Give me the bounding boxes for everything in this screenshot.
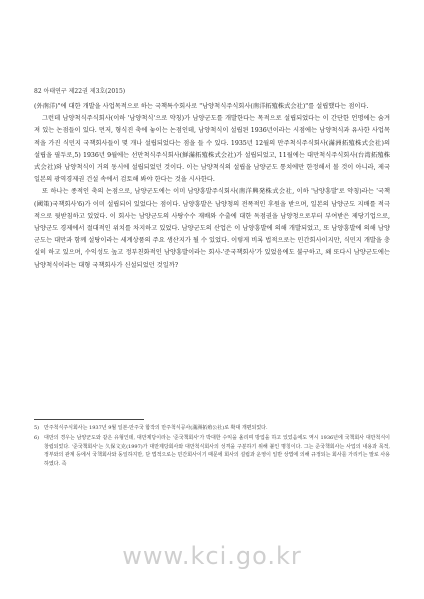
footnote-text: 대만의 경우는 남양군도와 같은 유형인데, 대만제당이라는 '준국책회사'가 박대한 수익을 올리며 방업을 하고 있었음에도 역시 1936년에 국책회사 대만척식이 창립되었다. '준국책회사'는 久保文克(1997)가 대만제당회사와 대만척식회사의 성격을 구분하기 위해 붙인 명칭이다. 그는 준국책회사는 사업의 내용과 목적, 정부와의 관계 등에서 국책회사와 동일하지만, 단 법적으로는 민간회사이기 때문에 회사의 설립과 운영이 일반 상법에 의해 규정되는 회사를 가리키는 말로 사용하였다. 즉 bbox=[44, 435, 390, 467]
footnote-divider bbox=[34, 419, 144, 420]
footnotes bbox=[34, 424, 390, 470]
footnote-5 bbox=[34, 424, 390, 432]
paragraph-2: 그런데 남양척식주식회사(이하 '남양척식'으로 약칭)가 남양군도를 개발한다는 목적으로 설립되었다는 이 간단한 언명에는 숨겨져 있는 논점들이 있다. 먼저, 형식진 축에 놓이는 논점인데, 남양척식이 설립된 1936년이라는 시점에는 남양척식과 유사한 사업목적을 가진 식민지 국책회사들이 몇 개나 설립되었다는 점을 들 수 있다. 1935년 12월의 만주척식주식회사(滿洲拓殖株式会社)의 설립을 필두로,5) 1936년 9월에는 선만척식주식회사(鮮滿拓殖株式会社)가 설립되었고, 11월에는 대만척식주식회사(台湾拓殖株式会社)와 남양척식이 거의 동시에 설립되었던 것이다. 이는 남양척식의 설립을 남양군도 통치에만 한정해서 볼 것이 아니라, 제국일본의 광역경제권 건설 속에서 검토해 봐야 한다는 것을 시사한다. bbox=[34, 115, 390, 184]
footnote-number: 5) bbox=[34, 425, 40, 431]
watermark: www.kci.go.kr bbox=[122, 542, 302, 570]
running-head: 82 아태연구 제22권 제3호(2015) bbox=[34, 88, 126, 95]
paragraph-3: 또 하나는 종적인 축의 논점으로, 남양군도에는 이미 남양흥발주식회사(南洋興発株式会社, 이하 '남양흥발'로 약칭)라는 '국책(國策)국책회사'6)가 이미 설립되어 있었다는 점이다. 남양흥발은 남양청의 전폭적인 후원을 받으며, 일본의 남양군도 지배를 적극적으로 뒷받침하고 있었다. 이 회사는 남양군도의 사탕수수 재배와 수출에 대한 독점권을 남양청으로부터 부여받은 제당기업으로, 남양군도 경제에서 절대적인 위치를 차지하고 있었다. 남양군도의 산업은 이 남양흥발에 의해 개발되었고, 또 남양흥발에 의해 남양군도는 대만과 함께 설탕이라는 세계상품의 주요 생산지가 될 수 있었다. 이렇게 비록 법적으로는 민간회사이지만, 식민지 개발을 충실히 하고 있으며, 수익성도 높고 정부친화적인 남양흥발이라는 회사-'준국책회사'가 있었음에도 불구하고, 왜 또다시 남양군도에는 남양척식이라는 대형 국책회사가 신설되었던 것일까? bbox=[34, 188, 390, 269]
footnote-number: 6) bbox=[34, 435, 40, 442]
footnote-text: 만주척식주식회사는 1937년 9월 일본-만주국 합작의 만주척식공사(滿洲拓殖公社)로 확대 개편되었다. bbox=[44, 425, 268, 431]
footnote-6 bbox=[34, 434, 390, 468]
paragraph-1: (外南洋)"에 대한 개발을 사업목적으로 하는 국책특수회사로 "남양척식주식회사(南洋拓殖株式会社)"를 설립했다는 점이다. bbox=[34, 103, 369, 110]
main-text bbox=[34, 101, 390, 272]
